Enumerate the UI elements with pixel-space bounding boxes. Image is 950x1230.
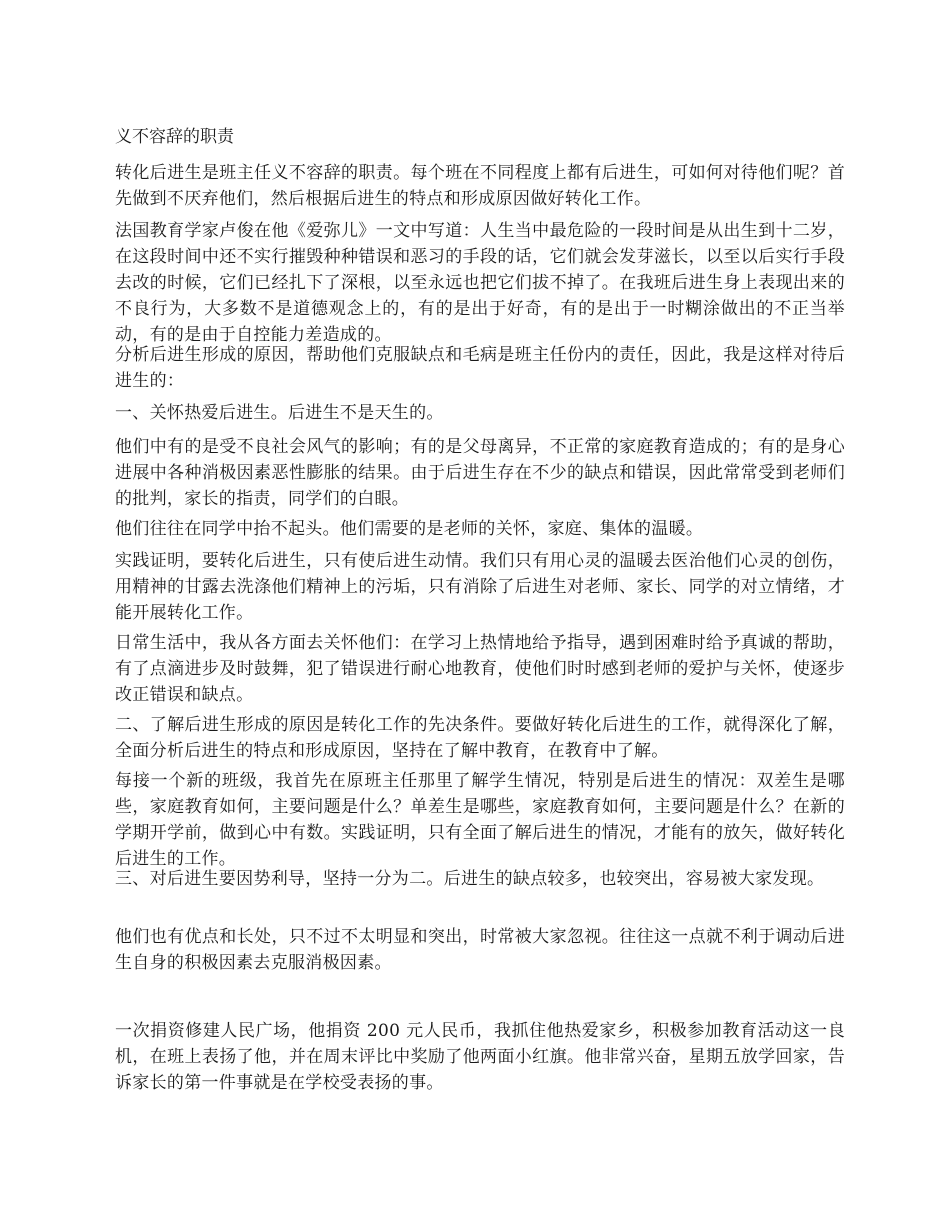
paragraph-4: 一、关怀热爱后进生。后进生不是天生的。	[115, 403, 444, 423]
paragraph-3: 分析后进生形成的原因，帮助他们克服缺点和毛病是班主任份内的责任，因此，我是这样对待后进生的：	[115, 345, 845, 391]
paragraph-12: 他们也有优点和长处，只不过不太明显和突出，时常被大家忽视。往往这一点就不利于调动后进生自身的积极因素去克服消极因素。	[115, 927, 845, 973]
paragraph-9: 二、了解后进生形成的原因是转化工作的先决条件。要做好转化后进生的工作，就得深化了解，全面分析后进生的特点和形成原因，坚持在了解中教育，在教育中了解。	[115, 715, 845, 761]
paragraph-13: 一次捐资修建人民广场，他捐资 200 元人民币，我抓住他热爱家乡，积极参加教育活动这一良机，在班上表扬了他，并在周末评比中奖励了他两面小红旗。他非常兴奋，星期五放学回家，告诉家长的第一件事就是在学校受表扬的事。	[115, 1021, 845, 1093]
paragraph-2: 法国教育学家卢俊在他《爱弥儿》一文中写道：人生当中最危险的一段时间是从出生到十二岁，在这段时间中还不实行摧毁种种错误和恶习的手段的话，它们就会发芽滋长，以至以后实行手段去改的时候，它们已经扎下了深根，以至永远也把它们拔不掉了。在我班后进生身上表现出来的不良行为，大多数不是道德观念上的，有的是出于好奇，有的是出于一时糊涂做出的不正当举动，有的是由于自控能力差造成的。	[115, 221, 845, 345]
paragraph-5: 他们中有的是受不良社会风气的影响；有的是父母离异，不正常的家庭教育造成的；有的是身心进展中各种消极因素恶性膨胀的结果。由于后进生存在不少的缺点和错误，因此常常受到老师们的批判，家长的指责，同学们的白眼。	[115, 437, 845, 509]
paragraph-1: 转化后进生是班主任义不容辞的职责。每个班在不同程度上都有后进生，可如何对待他们呢？首先做到不厌弃他们，然后根据后进生的特点和形成原因做好转化工作。	[115, 163, 845, 209]
paragraph-10: 每接一个新的班级，我首先在原班主任那里了解学生情况，特别是后进生的情况：双差生是哪些，家庭教育如何，主要问题是什么？单差生是哪些，家庭教育如何，主要问题是什么？在新的学期开学前，做到心中有数。实践证明，只有全面了解后进生的情况，才能有的放矢，做好转化后进生的工作。	[115, 771, 845, 869]
paragraph-7: 实践证明，要转化后进生，只有使后进生动情。我们只有用心灵的温暖去医治他们心灵的创伤，用精神的甘露去洗涤他们精神上的污垢，只有消除了后进生对老师、家长、同学的对立情绪，才能开展转化工作。	[115, 551, 845, 623]
paragraph-8: 日常生活中，我从各方面去关怀他们：在学习上热情地给予指导，遇到困难时给予真诚的帮助，有了点滴进步及时鼓舞，犯了错误进行耐心地教育，使他们时时感到老师的爱护与关怀，使逐步改正错误和缺点。	[115, 633, 845, 705]
document-title: 义不容辞的职责	[115, 127, 234, 147]
paragraph-11: 三、对后进生要因势利导，坚持一分为二。后进生的缺点较多，也较突出，容易被大家发现。	[115, 869, 825, 889]
paragraph-6: 他们往往在同学中抬不起头。他们需要的是老师的关怀，家庭、集体的温暖。	[115, 519, 704, 539]
